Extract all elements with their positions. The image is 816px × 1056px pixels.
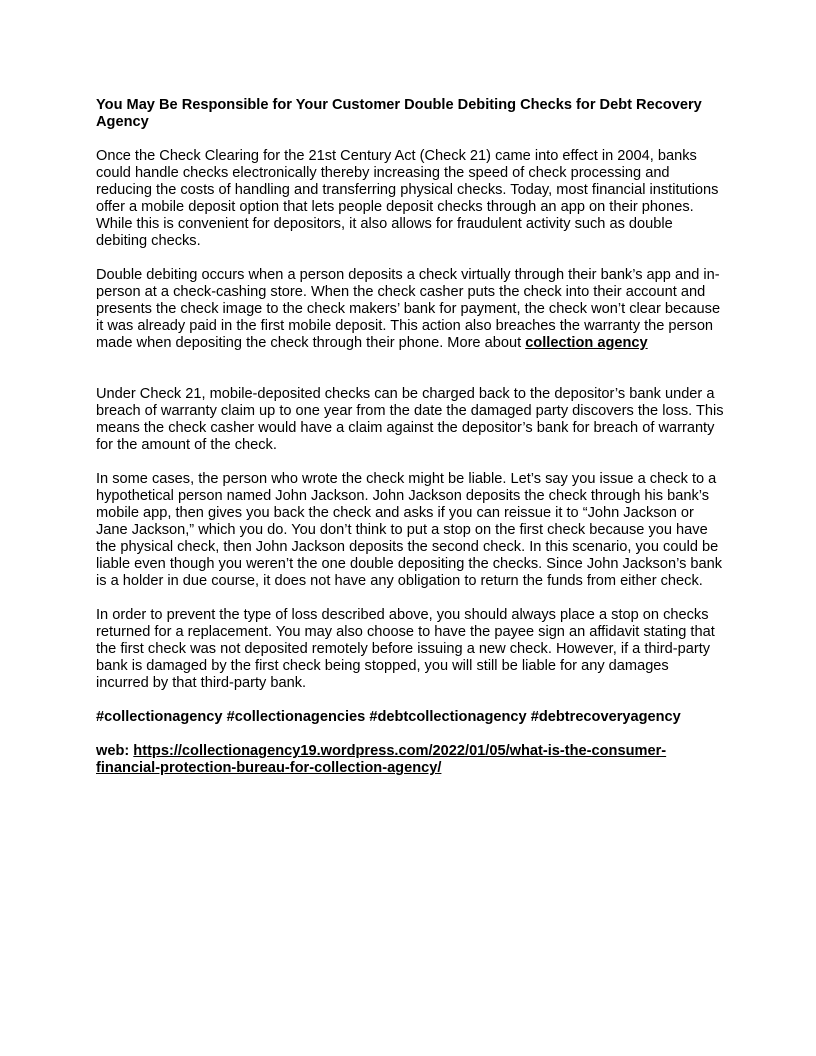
hashtags: #collectionagency #collectionagencies #debtcollectionagency #debtrecoveryagency <box>96 709 681 725</box>
blank-line <box>96 369 724 386</box>
paragraph-double-debiting <box>96 267 724 352</box>
document-title: You May Be Responsible for Your Customer Double Debiting Checks for Debt Recovery Agency <box>96 97 702 130</box>
web-line <box>96 743 724 777</box>
paragraph-prevention: In order to prevent the type of loss described above, you should always place a stop on checks returned for a replacement. You may also choose to have the payee sign an affidavit stating that the first check was not deposited remotely before issuing a new check. However, if a third-party bank is damaged by the first check being stopped, you will still be liable for any damages incurred by that third-party bank. <box>96 607 715 691</box>
web-url-link[interactable]: https://collectionagency19.wordpress.com/2022/01/05/what-is-the-consumer-financial-protection-bureau-for-collection-agency/ <box>96 743 667 776</box>
paragraph-check21-intro: Once the Check Clearing for the 21st Century Act (Check 21) came into effect in 2004, banks could handle checks electronically thereby increasing the speed of check processing and reducing the costs of handling and transferring physical checks. Today, most financial institutions offer a mobile deposit option that lets people deposit checks through an app on their phones. While this is convenient for depositors, it also allows for fraudulent activity such as double debiting checks. <box>96 148 719 249</box>
collection-agency-link[interactable]: collection agency <box>525 335 648 351</box>
web-label: web: <box>96 743 134 759</box>
document-page <box>96 97 724 794</box>
paragraph-liability-example: In some cases, the person who wrote the check might be liable. Let’s say you issue a check to a hypothetical person named John Jackson. John Jackson deposits the check through his bank’s mobile app, then gives you back the check and asks if you can reissue it to “John Jackson or Jane Jackson,” which you do. You don’t think to put a stop on the first check because you have the physical check, then John Jackson deposits the second check. In this scenario, you could be liable even though you weren’t the one double depositing the checks. Since John Jackson’s bank is a holder in due course, it does not have any obligation to return the funds from either check. <box>96 471 723 589</box>
paragraph-breach-of-warranty: Under Check 21, mobile-deposited checks can be charged back to the depositor’s bank under a breach of warranty claim up to one year from the date the damaged party discovers the loss. This means the check casher would have a claim against the depositor’s bank for breach of warranty for the amount of the check. <box>96 386 724 453</box>
paragraph-double-debiting-text: Double debiting occurs when a person deposits a check virtually through their bank’s app and in-person at a check-cashing store. When the check casher puts the check into their account and presents the check image to the check makers’ bank for payment, the check won’t clear because it was already paid in the first mobile deposit. This action also breaches the warranty the person made when depositing the check through their phone. More about <box>96 267 721 351</box>
